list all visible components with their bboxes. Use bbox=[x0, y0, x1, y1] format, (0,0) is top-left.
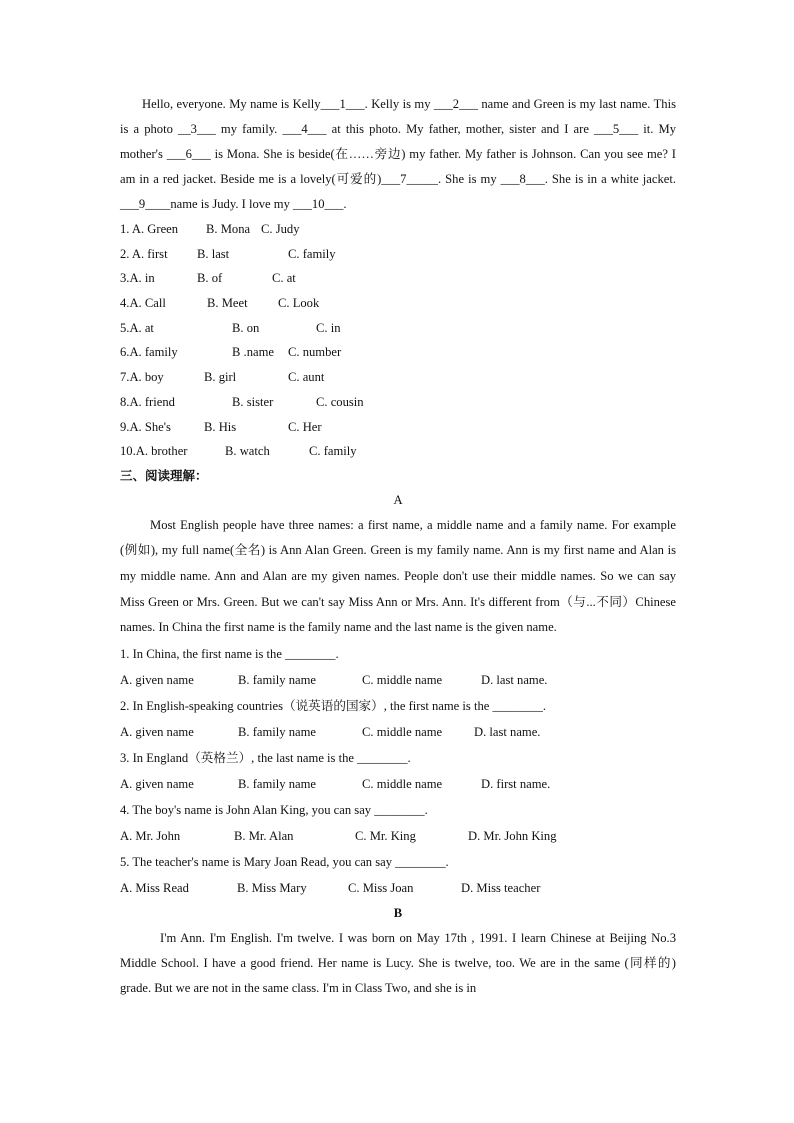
question-stem: 3. In England（英格兰）, the last name is the ________. bbox=[120, 750, 411, 765]
document-page bbox=[120, 92, 676, 1001]
option-c: C. family bbox=[288, 246, 336, 261]
option-b: B .name bbox=[232, 345, 274, 360]
cloze-question-list bbox=[120, 217, 676, 464]
question-stem: 2. In English-speaking countries（说英语的国家）, the first name is the ________. bbox=[120, 698, 547, 713]
passage-a-text: Most English people have three names: a first name, a middle name and a family name. For example (例如), my full name(全名) is Ann Alan Green. Green is my family name. Ann is my first name and Alan is my middle name. Ann and Alan are my given names. People don't use their middle names. So we can say Miss Green or Mrs. Green. But we can't say Miss Ann or Mrs. Ann. It's different from（与...不同）Chinese names. In China the first name is the family name and the last name is the given name. bbox=[120, 517, 676, 635]
option-b: B. Miss Mary bbox=[237, 880, 307, 895]
cloze-question bbox=[120, 439, 676, 464]
question-stem: 5. The teacher's name is Mary Joan Read, you can say ________. bbox=[120, 854, 449, 869]
option-c: C. family bbox=[309, 444, 357, 459]
question-options bbox=[120, 771, 676, 797]
option-c: C. aunt bbox=[288, 370, 325, 385]
cloze-question bbox=[120, 266, 676, 291]
question-options bbox=[120, 667, 676, 693]
option-a: 6.A. family bbox=[120, 345, 178, 360]
cloze-question bbox=[120, 217, 676, 242]
option-b: B. girl bbox=[204, 370, 237, 385]
option-a: A. Mr. John bbox=[120, 828, 181, 843]
option-a: 10.A. brother bbox=[120, 444, 188, 459]
option-c: C. middle name bbox=[362, 776, 443, 791]
cloze-question bbox=[120, 415, 676, 440]
option-b: B. on bbox=[232, 320, 260, 335]
option-b: B. of bbox=[197, 271, 223, 286]
option-b: B. Mr. Alan bbox=[234, 828, 294, 843]
option-b: B. last bbox=[197, 246, 230, 261]
option-c: C. Mr. King bbox=[355, 828, 416, 843]
cloze-passage: Hello, everyone. My name is Kelly___1___. Kelly is my ___2___ name and Green is my last name. This is a photo __3___ my family. ___4___ at this photo. My father, mother, sister and I are ___5___ it. My mother's ___6___ is Mona. She is beside(在……旁边) my father. My father is Johnson. Can you see me? I am in a red jacket. Beside me is a lovely(可爱的)___7_____. She is my ___8___. She is in a white jacket. ___9____name is Judy. I love my ___10___. bbox=[120, 97, 676, 211]
option-d: D. Miss teacher bbox=[461, 880, 541, 895]
option-c: C. middle name bbox=[362, 672, 443, 687]
option-c: C. Her bbox=[288, 419, 322, 434]
option-b: B. watch bbox=[225, 444, 270, 459]
option-c: C. Look bbox=[278, 296, 320, 311]
option-a: 2. A. first bbox=[120, 246, 168, 261]
question-stem: 1. In China, the first name is the ________. bbox=[120, 646, 339, 661]
option-c: C. Judy bbox=[261, 222, 300, 236]
option-b: B. Meet bbox=[207, 296, 248, 311]
option-a: A. Miss Read bbox=[120, 880, 189, 895]
option-d: D. last name. bbox=[474, 724, 541, 739]
option-c: C. in bbox=[316, 320, 341, 335]
cloze-question bbox=[120, 365, 676, 390]
option-b: B. family name bbox=[238, 776, 316, 791]
option-a: 7.A. boy bbox=[120, 370, 164, 385]
question-options bbox=[120, 823, 676, 849]
option-d: D. last name. bbox=[481, 672, 548, 687]
option-c: C. at bbox=[272, 271, 296, 286]
passage-b-label: B bbox=[393, 905, 403, 920]
question-options bbox=[120, 719, 676, 745]
option-c: C. number bbox=[288, 345, 342, 360]
option-b: B. His bbox=[204, 419, 237, 434]
option-a: 1. A. Green bbox=[120, 222, 179, 236]
section-heading: 三、阅读理解： bbox=[120, 467, 208, 483]
passage-b-text: I'm Ann. I'm English. I'm twelve. I was born on May 17th , 1991. I learn Chinese at Beijing No.3 Middle School. I have a good friend. Her name is Lucy. She is twelve, too. We are in the same (同样的) grade. But we are not in the same class. I'm in Class Two, and she is in bbox=[120, 930, 676, 995]
cloze-question bbox=[120, 340, 676, 365]
option-c: C. middle name bbox=[362, 724, 443, 739]
option-a: 3.A. in bbox=[120, 271, 155, 286]
passage-a-questions bbox=[120, 641, 676, 901]
passage-a-label: A bbox=[393, 492, 403, 507]
option-a: A. given name bbox=[120, 672, 194, 687]
option-b: B. Mona bbox=[206, 222, 251, 236]
option-a: 9.A. She's bbox=[120, 419, 171, 434]
option-a: 8.A. friend bbox=[120, 394, 175, 409]
option-a: 5.A. at bbox=[120, 320, 154, 335]
option-a: A. given name bbox=[120, 776, 194, 791]
cloze-question bbox=[120, 291, 676, 316]
cloze-question bbox=[120, 316, 676, 341]
cloze-question bbox=[120, 390, 676, 415]
option-d: D. Mr. John King bbox=[468, 828, 557, 843]
option-c: C. cousin bbox=[316, 394, 364, 409]
option-b: B. sister bbox=[232, 394, 274, 409]
option-b: B. family name bbox=[238, 672, 316, 687]
question-stem: 4. The boy's name is John Alan King, you can say ________. bbox=[120, 802, 428, 817]
option-a: A. given name bbox=[120, 724, 194, 739]
question-options bbox=[120, 875, 676, 901]
option-d: D. first name. bbox=[481, 776, 551, 791]
option-a: 4.A. Call bbox=[120, 296, 166, 311]
option-b: B. family name bbox=[238, 724, 316, 739]
option-c: C. Miss Joan bbox=[348, 880, 414, 895]
cloze-question bbox=[120, 242, 676, 267]
